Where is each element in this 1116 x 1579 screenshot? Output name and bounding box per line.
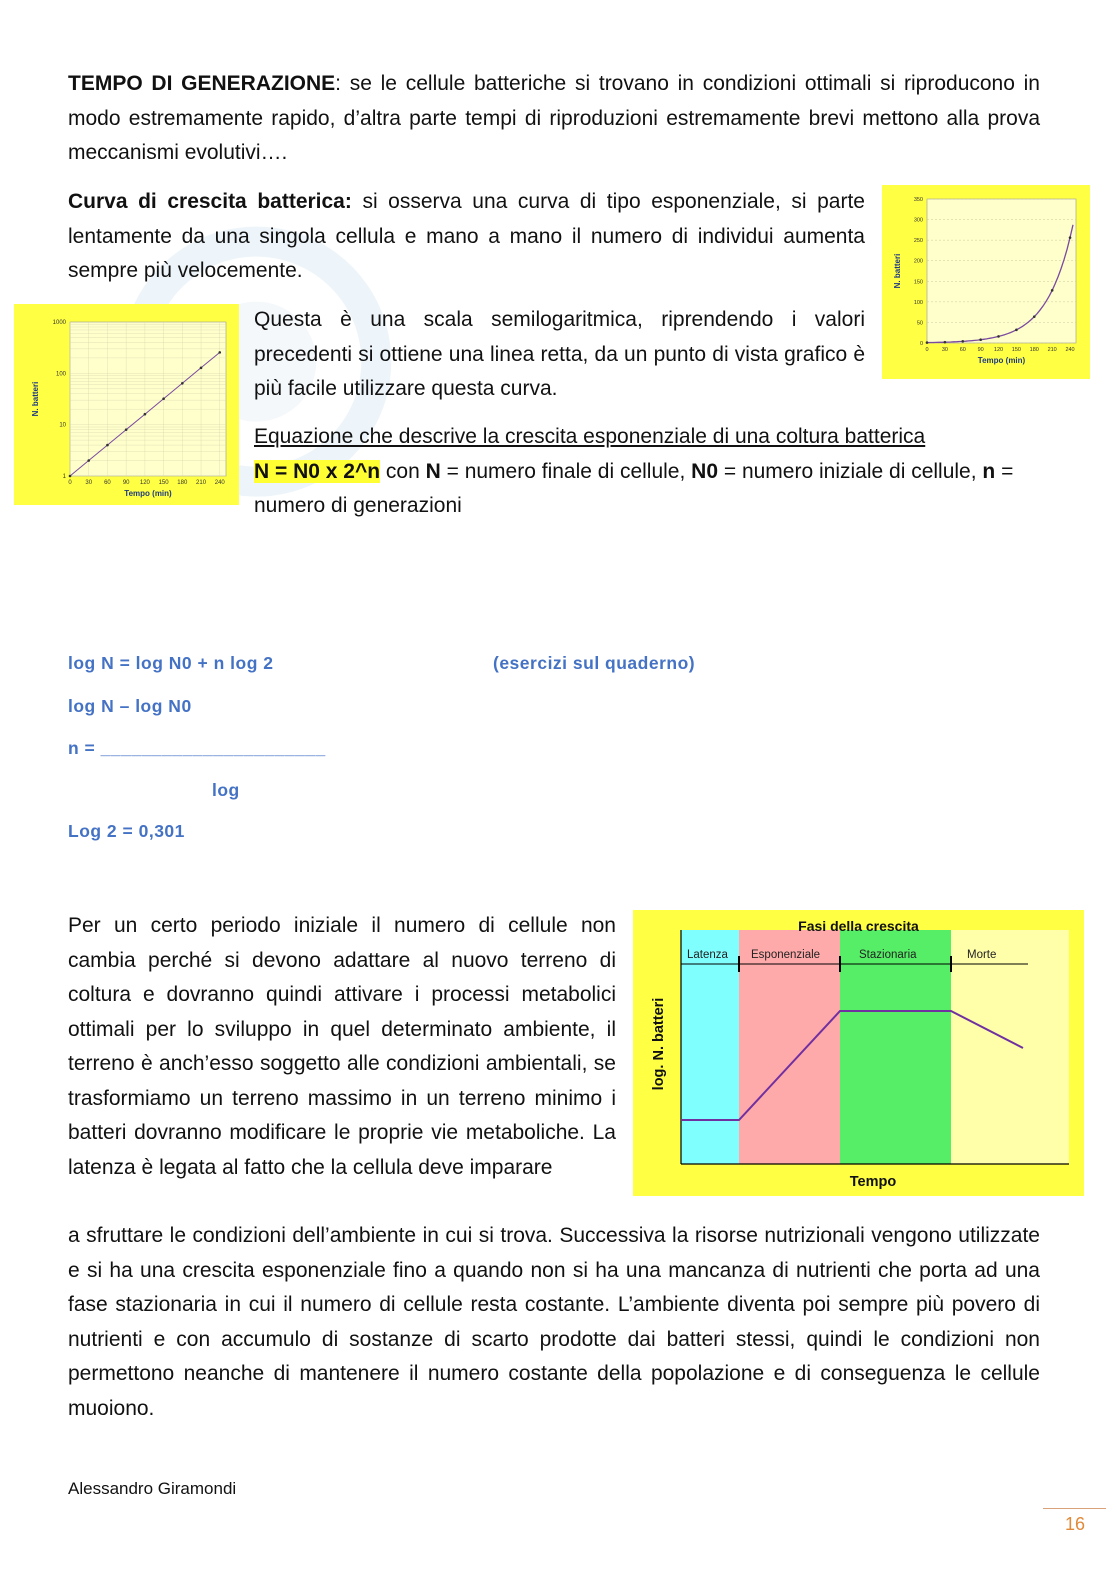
equation-ng: n [982,459,996,483]
x-tick-label: 120 [993,347,1004,353]
y-tick-label: 1000 [52,320,66,326]
x-axis-label: Tempo [849,1174,897,1190]
x-tick-label: 210 [1047,347,1057,353]
data-point [926,341,929,344]
data-point [200,367,203,370]
data-point [1033,315,1036,318]
data-point [1069,236,1072,239]
phase-band-stazionaria [840,930,951,1164]
data-point [944,341,947,344]
semilog-text: Questa è una scala semilogaritmica, riprendendo i valori precedenti si ottiene una linea retta, da un punto di vista grafico è più facile utilizzare questa curva. [254,308,865,400]
x-tick-label: 240 [1065,347,1075,353]
data-point [1051,289,1054,292]
semilog-paragraph [254,303,865,407]
tempo-term: TEMPO DI GENERAZIONE [68,72,336,95]
data-point [87,459,90,462]
curva-paragraph [68,185,865,289]
y-tick-label: 50 [916,320,923,327]
equation-t3: = numero iniziale di cellule, [718,459,983,483]
phases-paragraph-bottom [68,1219,1040,1426]
semilog-chart-svg [14,304,239,505]
phases-text-top: Per un certo periodo iniziale il numero di cellule non cambia perché si devono adattare al nuovo terreno di coltura e dovranno quindi attivare i processi metabolici ottimali per lo sviluppo in quel determinato ambiente, il terreno è anch’esso soggetto alle condizioni ambientali, se trasformiamo un terreno massimo in un terreno minimo i batteri dovranno modificare le proprie vie metaboliche. La latenza è legata al fatto che la cellula deve imparare [68,914,616,1179]
phases-paragraph-top [68,909,616,1185]
formula-numerator: log N – log N0 [68,696,192,716]
exponential-chart-svg [882,185,1090,379]
formula-n-fraction: n = ______________________ [68,738,326,758]
y-tick-label: 0 [919,341,923,347]
formula-log-n: log N = log N0 + n log 2 [68,653,274,673]
x-tick-label: 210 [196,480,207,486]
phase-label: Morte [967,949,997,961]
data-point [69,475,72,478]
data-point [106,444,109,447]
y-tick-label: 350 [913,197,923,203]
formula-note: (esercizi sul quaderno) [493,653,696,673]
phases-chart [633,910,1084,1196]
equation-t1: con [380,459,426,483]
curva-text: si osserva una curva di tipo esponenziale, si parte lentamente da una singola cellula e mano a mano il numero di individui aumenta sempre più velocemente. [68,190,865,282]
phase-band-latenza [681,930,739,1164]
y-tick-label: 1 [62,474,66,480]
curva-term: Curva di crescita batterica: [68,190,352,213]
data-point [979,338,982,341]
x-tick-label: 30 [941,347,948,353]
phases-text-bottom: a sfruttare le condizioni dell’ambiente in cui si trova. Successiva la risorse nutrizionali vengono utilizzate e si ha una crescita esponenziale fino a quando non si ha una mancanza di nutrienti che porta ad una fase stazionaria in cui il numero di cellule resta costante. L’ambiente diventa poi sempre più povero di nutrienti e con accumulo di sostanze di scarto prodotte dai batteri stessi, quindi le condizioni non permettono neanche di mantenere il numero costante della popolazione e di conseguenza le cellule muoiono. [68,1224,1040,1420]
data-point [162,397,165,400]
y-tick-label: 300 [913,217,923,224]
tempo-text: : se le cellule batteriche si trovano in condizioni ottimali si riproducono in modo estremamente rapido, d’altra parte tempi di riproduzioni estremamente brevi mettono alla prova meccanismi evolutivi…. [68,72,1040,164]
equation-n0: N0 [691,459,719,483]
y-tick-label: 150 [913,279,923,286]
x-tick-label: 180 [1029,347,1039,353]
x-tick-label: 240 [214,480,225,486]
y-axis-label: N. batteri [31,381,40,417]
y-axis-label: log. N. batteri [651,997,667,1091]
data-point [997,335,1000,338]
formula-log2: Log 2 = 0,301 [68,821,185,841]
equation-formula: N = N0 x 2^n [254,459,381,483]
data-point [961,340,964,343]
equation-title: Equazione che descrive la crescita esponenziale di una coltura batterica [254,425,926,448]
semilog-chart [14,304,239,505]
equation-t4: = numero di generazioni [254,459,1014,517]
x-tick-label: 180 [177,480,188,486]
equation-paragraph [254,420,1014,524]
chart-title: Fasi della crescita [798,918,919,934]
x-tick-label: 150 [1011,347,1021,353]
y-axis-label: N. batteri [893,253,902,289]
phase-band-morte [951,930,1069,1164]
data-point [144,413,147,416]
plot-area [70,322,226,476]
equation-n: N [425,459,441,483]
formula-denominator: log [212,780,240,800]
x-tick-label: 150 [158,480,169,486]
phase-band-esponenziale [739,930,840,1164]
data-point [125,428,128,431]
y-tick-label: 250 [913,238,923,245]
x-tick-label: 60 [959,347,966,353]
data-point [181,382,184,385]
phases-chart-svg [633,910,1084,1196]
x-tick-label: 0 [68,480,72,486]
exponential-chart [882,185,1090,379]
x-tick-label: 30 [85,480,93,486]
page-number: 16 [1065,1514,1086,1534]
y-tick-label: 100 [913,299,923,306]
plot-area [927,199,1076,343]
x-axis-label: Tempo (min) [977,356,1026,365]
x-tick-label: 60 [104,480,111,486]
data-point [218,351,221,354]
footer-rule [1043,1508,1106,1509]
y-tick-label: 10 [59,422,66,429]
footer-author: Alessandro Giramondi [68,1479,237,1498]
y-tick-label: 200 [913,258,923,265]
data-point [1015,329,1018,332]
phase-label: Stazionaria [859,949,917,961]
x-tick-label: 90 [122,480,130,486]
x-tick-label: 120 [139,480,150,486]
tempo-paragraph [68,67,1040,171]
phase-label: Esponenziale [751,949,821,961]
x-tick-label: 0 [925,347,929,353]
y-tick-label: 100 [55,371,66,378]
equation-t2: = numero finale di cellule, [440,459,692,483]
x-axis-label: Tempo (min) [124,489,172,498]
x-tick-label: 90 [977,347,984,353]
phase-label: Latenza [687,949,728,961]
